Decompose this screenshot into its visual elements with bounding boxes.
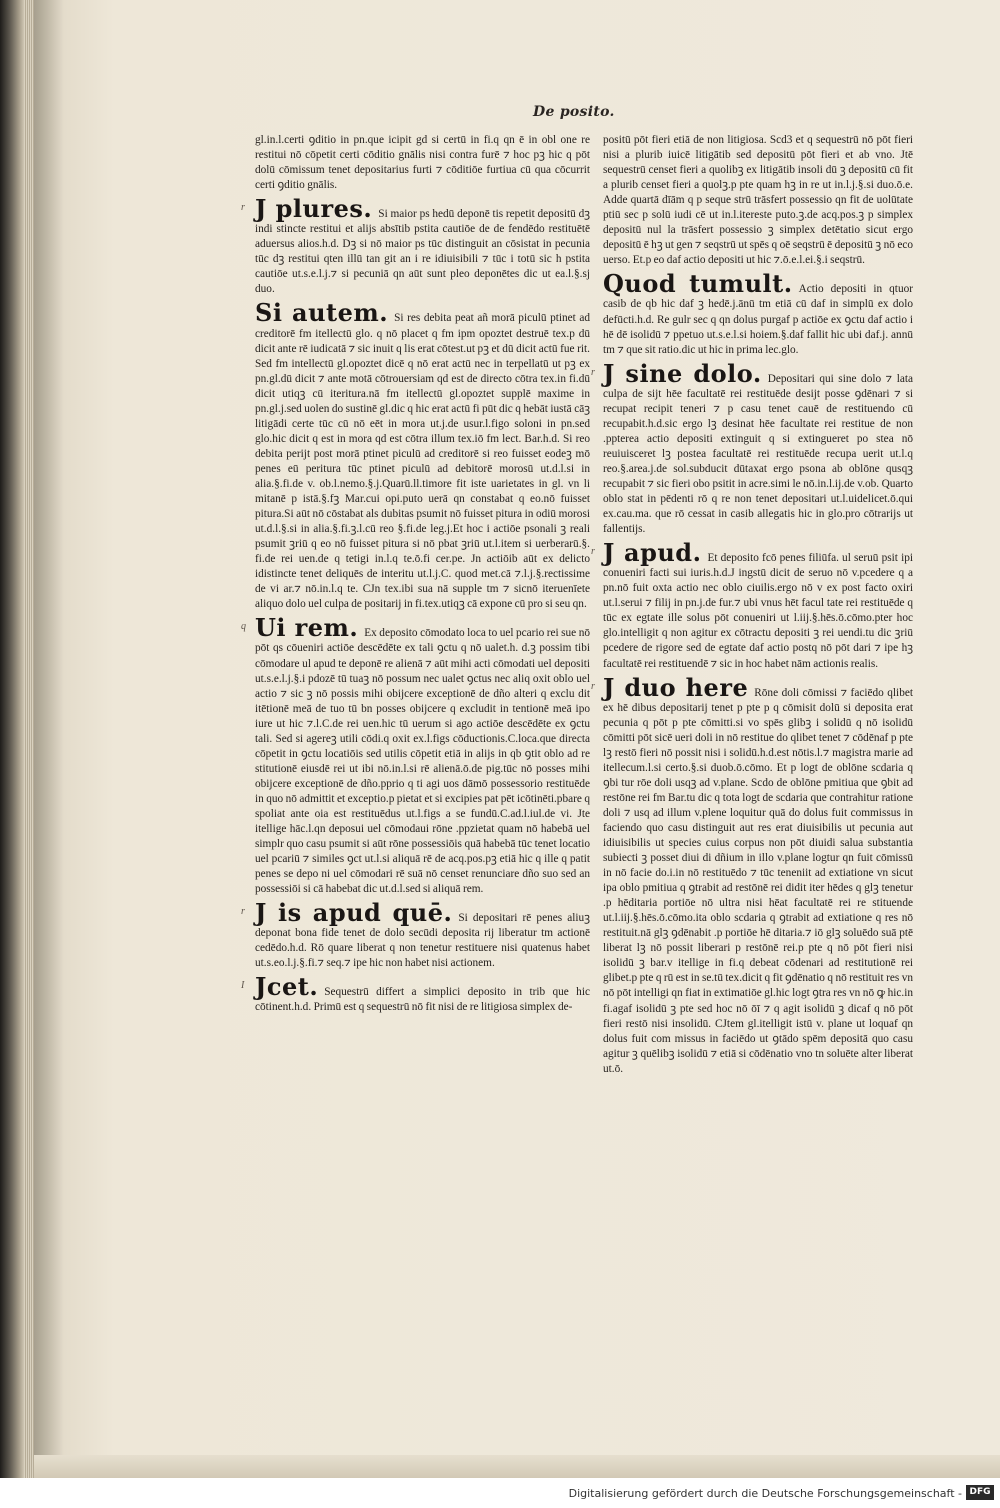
lemma-text: Rōne doli cōmissi ⁊ faciēdo qlibet ex hē dibus depositarij tenet p pte p q cōmisit dolū si deposita erat pecunia q pōt p pte cōmitti.si vo spēs glibꝫ i solidū q nō isolidū cōmitti pōt sicē ueri doli in nō restitue do qlibet tenet ⁊ cōdēnaf p pte lꝫ restō fieri nō possit nisi i solidū.h.d.est nōtis.l.⁊ magistra marie ad itellecum.l.si certo.§.si duob.ō.cōmo. Et p logt de oblōne scdaria q ꝯbi tur rōe doli usqꝫ ad v.plane. Scdo de oblōne pmitiua que ꝯbit ad restōne rei fm Bar.tu dic q tota logt de scdaria que contrahitur ratione doli ⁊ usq ad illum v.plene loquitur quā do dolus fuit commissus in faciendo quo casu distinguit aut res erat diuisibilis ut pecunia aut idiuisibilis ut species cuius corpus non pōt diuidi salua substantia subiecti ꝫ posset diui di dñium in illo v.plane logtur qn fuit cōmissū in nō facie do.i.in nō restituēdo ⁊ tūc teneniit ad extiatione vn sicut ipa oblo pmitiua q ꝯtrabit ad restōnē rei didit iter hēdes q glꝫ tenetur .p hēditaria portiōe nō ultra nisi hēat facultatē rei re stituende ut.l.iij.§.hēs.ō.cōmo.ita oblo scdaria q ꝯtrabit ad extiatione q res nō restituit.nā glꝫ ꝯdēnabit .p portiōe hē ditaria.⁊ iō glꝫ soluēdo suā ptē liberat lꝫ nō possit liberari p restōnē rei.p pte q nō pōt fieri nisi isolidū ꝫ bar.v itellige in fi.q debeat cōdenari ad restitutionē rei glibet.p pte q rū est in se.tū tex.dicit q fit ꝯdēnatio q nō restituit res vn nō pōt intelligi qn fiat in extimatiōe gl.hic logt ꝯtra res vn nō ꝙ hic.in fi.agaf isolidū ꝫ pte sed hoc nō ōī ⁊ q agit isolidū ꝫ dicaf q nō pōt fieri restō nisi insolidū. CJtem gl.itelligit istū v. plane ut loquaf qn dolus fuit com missus in faciēdo ut ꝯtādo spēm depositā quo casu agitur ꝫ quēlibꝫ isolidū ⁊ etiā si cōdēnatio vno tn soluēte alter liberat ut.ō. (603, 686, 913, 1075)
paragraph: positū pōt fieri etiā de non litigiosa. Scd3 et q sequestrū nō pōt fieri nisi a plurib iuicē litigātib sed depositū pōt fieri et ab vno. Jtē sequestrū censet fieri a quolibꝫ ex litigātib insoli dū ꝫ depositū cū fit a plurib censet fieri a quolꝫ.p pte quam hꝫ in re ut in.l.j.§.si duo.ō.e. Adde quartā dīām q p seque strū trāsfert possessio qn fit de uolūtate ptiū sec p solū iudi cē ut in.l.itereste puto.ꝫ.de acq.pos.ꝫ p simplex depositū nul la trāsfert possessio ꝫ simplex detētatio sicut ergo depositū ē hꝫ ut gen ⁊ seqstrū ut spēs q oē seqstrū ē depositū ꝫ nō eco uerso. Et.p eo daf actio depositi ut hic ⁊.ō.e.l.ei.§.i seqstrū. (603, 134, 913, 267)
lemma-block (241, 972, 590, 1015)
lemma-heading: Jcet. (255, 972, 319, 1002)
lemma-heading: Si autem. (255, 298, 389, 328)
marginal-mark: r (241, 906, 245, 918)
lemma-block (591, 672, 913, 1077)
marginal-mark: r (241, 202, 245, 214)
lemma-block (241, 194, 590, 297)
lemma-heading: Quod tumult. (603, 269, 793, 299)
footer-bar (0, 1478, 1000, 1508)
marginal-mark: r (591, 546, 595, 558)
lemma-text: Sequestrū differt a simplici deposito in trib que hic cōtinent.h.d. Primū est q sequestrū nō fit nisi de re litigiosa simplex de- (255, 986, 590, 1014)
page-bottom-edge (34, 1455, 1000, 1478)
lemma-text: Si res debita peat añ morā piculū ptinet ad creditorē fm itellectū glo. q nō placet q fm ipm opoztet destruē tex.p dū dicit ante rē iudicatā ⁊ sic inuit q lis erat cōtest.ut pꝫ et dū dicit actū fue rit. Sed fm intellectū gl.opoztet dicē q nō erat actū nec in terpellatū ut pꝫ ex pn.gl.dū dicit ⁊ ante motā cōtrouersiam qd est de directo cōtra tex.in fi.dū dicit utiqꝫ cū iteritura.nā fm itellectū gl.opoztet supplē maxime in pn.gl.j.sed uolen do sustinē gl.dic q hic erat actū fi pūt dic q hebāt iustā cāꝫ litigādi certe tūc cū nō eēt in mora ut.j.de usur.l.figo soloni in pn.sed glo.hic dicit q est in mora qd est cōtra illum tex.iō fm lect. Bar.h.d. Si reo debita perijt post morā ptinet piculū ad creditorē si reo fuisset eodeꝫ mō penes eū peritura tūc ptinet piculū ad debitorē morosū ut.d.l.si in alia.§.fi.de v. ob.l.nemo.§.j.Quarū.ll.timore fit iste uarietates in gl. vn li mitanē p istā.§.fꝫ Mar.cui opi.puto uerā qn constabat q eo.nō fuisset pitura.Si aūt nō cōstabat als dubitas psumit nō fuisset pitura in odiū morosi ut.d.l.§.si in alia.§.fi.ꝫ.l.cū reo §.fi.de leg.j.Et hoc i actiōe psonali ꝫ reali psumit ꝫriū q eo nō fuisset pitura si nō pbat ꝫriū ut.l.item si uerberarū.§. fi.de rei uen.de q tetigi in.l.q te.ō.fi cer.pe. Jn actiōib aūt ex delicto idistincte tenet deliquēs de interitu ut.l.j.C. quod met.cā ⁊.l.j.§.rectissime de vi ar.⁊ nō.in.l.q te. CJn tex.ibi sua nā supple tm ⁊ sicnō iteruenīete aliquo dolo uel culpa de positarij in fi.tex.utiqꝫ cā expone cū pro si seu qn. (255, 312, 591, 611)
lemma-heading: J sine dolo. (603, 358, 762, 388)
lemma-block (591, 358, 913, 538)
lemma-heading: J duo here (603, 672, 749, 702)
lemma-heading: Ui rem. (255, 613, 359, 643)
left-text-column (241, 133, 591, 1018)
lemma-text: Ex deposito cōmodato loca to uel pcario rei sue nō pōt qs cōueniri actiōe descēdēte ex tali ꝯctu q nō ualet.h. d.ꝫ possim tibi cōmodare ul apud te deponē re alienā ⁊ aūt mihi acti cōmodati uel depositi ut.s.e.l.j.§.i pdozē tū tuaꝫ nō possum nec ualet ꝯctus nec aliq oxit oblo uel actio ⁊ sic ꝫ nō possis mihi obijcere exceptionē de dño alteri q exclu dit itētionē meā de tuo tū bn posses obijcere q excludit in tentionē meā ipo iure ut hic ⁊.l.C.de rei uen.hic tū uerum si ago actiōe descēdēte ex ꝯctu tali. Sed si agereꝫ utili cōdi.q oxit ex.l.figs cōductionis.C.loca.que directa cōpetit in ꝯctu locatiōis sed utilis cōpetit etiā in alijs in qb ꝯtit oblo ad re stitutionē eiusdē rei ut ibi nō.in.l.si rē alienā.ō.de pig.tūc nō posses mihi obijcere exceptionē de dño.pprio q ti agi uos dāmō possessorio restituēde in quo nō admittit et exceptio.p pietat et si excipies pat pēt icōtinēti.pbare q spoliat ante oia est restituēdus ut.l.figs a se fundū.C.ad.l.iul.de vi. Jte itellige hāc.l.qn deposui uel cōmodaui rōne .ppzietat quam nō habebā uel simplr quo casu psumit si aūt rōne possessiōis quā habebā tūc tenet locatio uel pcariū ⁊ similes ꝯct ut.l.si aliquā rē de acq.pos.pꝫ etiā hic q ille q patit penes se depo ni uel cōmodari rē suā nō censet renunciare dño suo sed an possessiōi si cā habebat dic ut.d.l.sed si aliquā rem. (255, 627, 590, 896)
page-edges (24, 0, 34, 1478)
dfg-logo-icon: DFG (966, 1485, 994, 1500)
lemma-text: Et deposito fcō penes filiūfa. ul seruū psit ipi conueniri facti sui iuris.h.d.J ingstū dicit de seruo nō v.pcedere q a pn.nō fuit oxta actio nec oblo ciuilis.ergo nō v ex post facto oxiri ut.l.serui ⁊ filij in pn.j.de fur.⁊ ubi vnus hēt facul tate rei restituēde q tūc ex egtate ille solus pōt conueniri ut l.iij.§.hēs.ō.cōmo.pter hoc glo.intelligit q non agitur ex cōtractu depositi ꝫ rei uendi.tu dic ꝫriū pcedere de rigore sed de egtate daf actio postq nō pōt dari ⁊ ipe hꝫ facultatē rei restituendē ⁊ sic in hoc habet nām actionis realis. (603, 552, 913, 670)
lemma-block (591, 538, 913, 671)
marginal-mark: r (591, 680, 595, 692)
lemma-block (255, 300, 590, 612)
lemma-text: Si depositari rē penes aliuꝫ deponat bona fide tenet de dolo secūdi deposita rij liberatur tm actionē cedēdo.h.d. Rō quare liberat q non tenetur restituere nisi quatenus habet ut.s.eo.l.j.§.fi.⁊ seq.⁊ ipe hic non habet nisi actionem. (255, 912, 590, 970)
lemma-block (241, 898, 590, 971)
book-binding (0, 0, 24, 1478)
lemma-block (603, 271, 913, 357)
lemma-text: Si maior ps hedū deponē tis repetit depositū dꝫ indi stincte restitui et alijs absītib pstita cautiōe de de fendēdo restituētē aduersus alios.h.d. Dꝫ si nō maior ps tūc distinguit an cōsistat in pecunia tūc dꝫ restitui qten illū tan git an i re idiuisibili ⁊ tūc i totū sic h pstita cautiōe ut.s.e.l.j.⁊ si pecuniā qn aūt sunt pleo deponētes dic ut ea.l.§.sj duo. (255, 208, 590, 296)
marginal-mark: I (241, 980, 245, 992)
marginal-mark: r (591, 366, 595, 378)
right-text-column (591, 133, 913, 1079)
lemma-text: Depositari qui sine dolo ⁊ lata culpa de sijt hēe facultatē rei restituēde desijt posse ꝯdēnari ⁊ si recupat recipit teneri ⁊ p casu tenet cauē de restituendo cū recupabit.h.d.sic ergo lꝫ desinat hēe facultate rei restitue de non .ppterea actio depositi extinguit q si extingueret po stea nō reuiuisceret lꝫ postea facultatē rei restituēde recupa uerit ut.l.q reo.§.area.j.de sol.subducit dūtaxat ergo psona ab oblōne qusqꝫ recupabit ⁊ sic fieri obo psitit in acre.simi le nō.in.l.ij.de v.ob. Quarto oblo stat in pēdenti rō q re non tenet depositari ut.l.uidelicet.ō.qui ex.cau.ma. que rō cessat in casib allegatis hic in glo.pro cōtrarijs ut fallentijs. (603, 372, 913, 536)
paragraph: gl.in.l.certi ꝯditio in pn.que icipit gd si certū in fi.q qn ē in obl one re restitui nō cōpetit certi cōditio gnālis nisi contra furē ⁊ hoc pꝫ hic q pōt dolū cōmissum tenet depositarius furti ⁊ cōditiōe furtiua cū qua cōcurrit certi ꝯditio gnālis. (255, 134, 590, 192)
lemma-text: Actio depositi in qtuor casib de qb hic daf ꝫ hedē.j.ānū tm etiā cū daf in simplū ex dolo defūcti.h.d. Re gulr sec q qn dolus purgaf p actiōe ex ꝯctu daf actio i hē dē isolidū ⁊ ppetuo ut.s.e.l.si hoiem.§.daf fallit hic ubi daf.j. annū tm ⁊ que sit ratio.dic ut hic in prima lec.glo. (603, 283, 913, 356)
lemma-heading: J plures. (255, 194, 373, 224)
lemma-heading: J is apud quē. (255, 898, 453, 928)
lemma-heading: J apud. (603, 538, 702, 568)
gutter-shadow (34, 0, 64, 1478)
marginal-mark: q (241, 621, 246, 633)
funding-notice: Digitalisierung gefördert durch die Deutsche Forschungsgemeinschaft - (568, 1487, 962, 1500)
running-head: De posito. (533, 104, 615, 120)
lemma-block (241, 613, 590, 897)
